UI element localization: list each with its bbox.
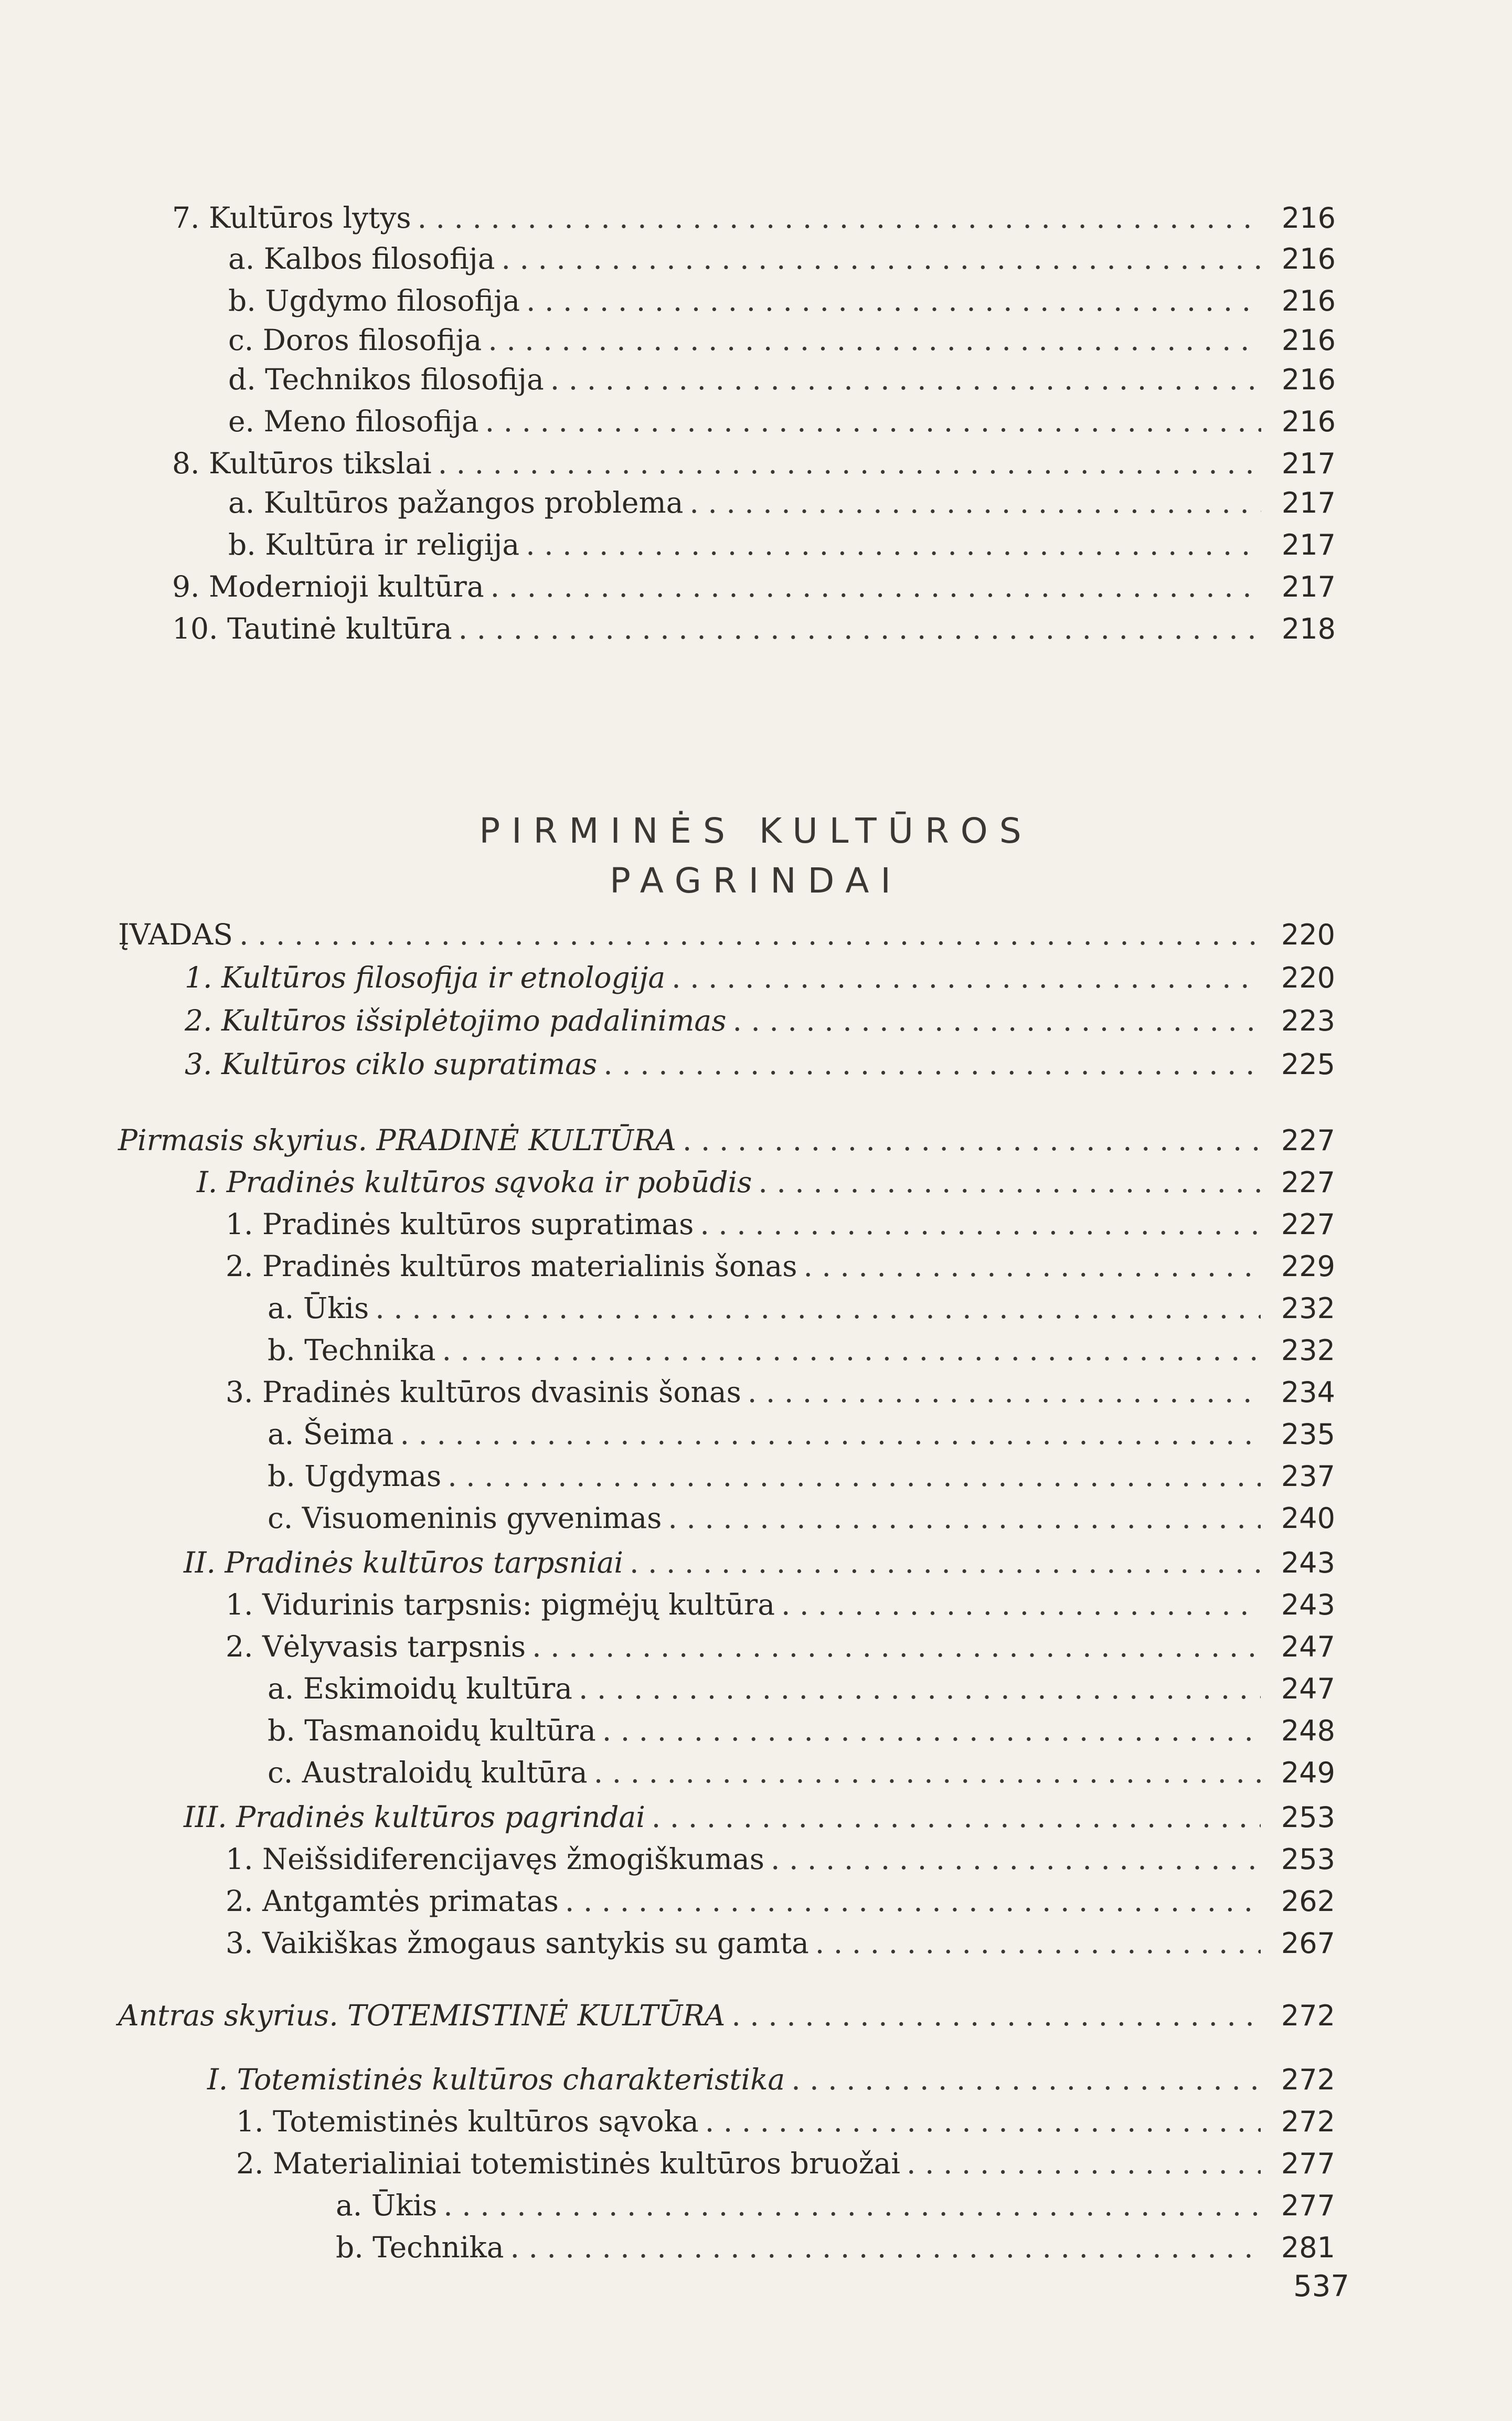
toc-entry-label: a. Ūkis — [268, 1291, 369, 1325]
toc-entry-page: 277 — [1281, 2147, 1335, 2180]
toc-entry — [226, 1926, 1335, 1960]
toc-entry — [172, 569, 1336, 604]
toc-entry-label: 1. Pradinės kultūros supratimas — [226, 1207, 694, 1241]
toc-entry-page: 220 — [1281, 961, 1335, 994]
toc-entry — [228, 241, 1336, 276]
toc-entry-page: 216 — [1281, 405, 1336, 438]
toc-entry-label: 2. Materialiniai totemistinės kultūros bruožai — [236, 2147, 901, 2180]
toc-entry — [226, 1587, 1335, 1622]
toc-entry-page: 216 — [1281, 324, 1336, 357]
toc-entry — [172, 611, 1336, 646]
toc-chapter-heading — [118, 1998, 1335, 2033]
toc-entry-label: I. Totemistinės kultūros charakteristika — [207, 2063, 785, 2096]
toc-entry-page: 216 — [1281, 284, 1336, 317]
toc-entry-page: 248 — [1281, 1714, 1335, 1747]
toc-entry-label: 2. Vėlyvasis tarpsnis — [226, 1630, 526, 1663]
toc-entry-label: 1. Vidurinis tarpsnis: pigmėjų kultūra — [226, 1588, 775, 1621]
toc-entry-label: c. Doros filosofija — [228, 323, 482, 357]
toc-entry-label: b. Technika — [268, 1333, 436, 1367]
toc-entry — [185, 1047, 1335, 1081]
toc-entry-label: a. Šeima — [268, 1417, 394, 1451]
toc-entry-page: 229 — [1281, 1250, 1335, 1283]
toc-entry — [268, 1459, 1335, 1493]
toc-entry-page: 217 — [1281, 528, 1336, 561]
toc-entry-label: a. Kalbos filosofija — [228, 242, 495, 275]
toc-entry — [185, 960, 1335, 995]
toc-entry — [228, 362, 1336, 397]
toc-entry — [268, 1755, 1335, 1790]
toc-entry-label: 8. Kultūros tikslai — [172, 447, 432, 480]
toc-entry — [207, 2062, 1335, 2097]
toc-entry-page: 217 — [1281, 570, 1336, 603]
toc-entry-label: b. Ugdymas — [268, 1459, 442, 1493]
toc-entry-label: b. Ugdymo filosofija — [228, 284, 520, 317]
page-number: 537 — [1293, 2269, 1349, 2303]
toc-entry-page: 217 — [1281, 447, 1336, 480]
toc-entry-label: 2. Kultūros išsiplėtojimo padalinimas — [185, 1004, 727, 1037]
toc-entry-page: 223 — [1281, 1004, 1335, 1037]
toc-entry-page: 247 — [1281, 1630, 1335, 1663]
toc-entry-label: a. Ūkis — [336, 2189, 438, 2222]
toc-entry-label: 2. Pradinės kultūros materialinis šonas — [226, 1249, 797, 1283]
toc-entry — [268, 1713, 1335, 1748]
toc-entry — [228, 527, 1336, 562]
toc-entry — [268, 1417, 1335, 1451]
toc-entry — [228, 283, 1336, 318]
toc-entry-label: Pirmasis skyrius. PRADINĖ KULTŪRA — [118, 1123, 676, 1157]
toc-entry-label: 2. Antgamtės primatas — [226, 1884, 559, 1918]
toc-entry-label: d. Technikos filosofija — [228, 363, 544, 396]
toc-entry-label: II. Pradinės kultūros tarpsniai — [184, 1546, 623, 1579]
toc-entry-label: a. Kultūros pažangos problema — [228, 486, 684, 519]
toc-entry-label: c. Visuomeninis gyvenimas — [268, 1501, 662, 1535]
toc-entry — [236, 2146, 1335, 2181]
toc-entry-page: 232 — [1281, 1334, 1335, 1367]
toc-entry-page: 249 — [1281, 1756, 1335, 1789]
toc-entry-page: 235 — [1281, 1418, 1335, 1451]
toc-entry — [336, 2188, 1335, 2223]
toc-entry-label: III. Pradinės kultūros pagrindai — [184, 1800, 645, 1834]
toc-entry-page: 240 — [1281, 1502, 1335, 1535]
toc-entry-page: 272 — [1281, 2105, 1335, 2138]
toc-entry-page: 243 — [1281, 1588, 1335, 1621]
toc-entry — [185, 1003, 1335, 1038]
toc-entry-page: 227 — [1281, 1166, 1335, 1199]
toc-entry — [172, 446, 1336, 481]
toc-entry-label: b. Tasmanoidų kultūra — [268, 1714, 596, 1747]
toc-chapter-heading — [118, 1123, 1335, 1158]
toc-entry-label: 9. Modernioji kultūra — [172, 570, 484, 603]
toc-entry — [226, 1629, 1335, 1664]
toc-entry-page: 272 — [1281, 2063, 1335, 2096]
toc-entry — [336, 2230, 1335, 2265]
toc-entry — [268, 1671, 1335, 1706]
toc-entry-page: 216 — [1281, 242, 1336, 275]
toc-entry-label: 10. Tautinė kultūra — [172, 612, 452, 645]
toc-entry — [268, 1291, 1335, 1325]
toc-entry-page: 262 — [1281, 1885, 1335, 1918]
toc-entry-label: 1. Totemistinės kultūros sąvoka — [236, 2105, 699, 2138]
toc-entry-page: 243 — [1281, 1546, 1335, 1579]
toc-entry — [226, 1842, 1335, 1876]
toc-entry — [236, 2104, 1335, 2139]
toc-entry-label: 7. Kultūros lytys — [172, 201, 411, 235]
toc-entry-label: 1. Kultūros filosofija ir etnologija — [185, 961, 666, 994]
toc-entry-page: 281 — [1281, 2231, 1335, 2264]
toc-entry-page: 253 — [1281, 1801, 1335, 1834]
toc-entry-page: 216 — [1281, 363, 1336, 396]
toc-entry-label: ĮVADAS — [118, 918, 233, 951]
toc-entry-page: 253 — [1281, 1843, 1335, 1876]
toc-entry — [228, 485, 1336, 520]
toc-entry-label: c. Australoidų kultūra — [268, 1756, 588, 1789]
toc-entry — [197, 1165, 1335, 1199]
toc-entry-label: 3. Kultūros ciklo supratimas — [185, 1047, 598, 1081]
toc-entry-page: 225 — [1281, 1048, 1335, 1081]
toc-entry-page: 247 — [1281, 1672, 1335, 1705]
toc-entry — [184, 1545, 1335, 1580]
toc-entry-page: 217 — [1281, 486, 1336, 519]
toc-entry — [268, 1333, 1335, 1367]
toc-entry-page: 234 — [1281, 1376, 1335, 1409]
toc-entry-label: 3. Vaikiškas žmogaus santykis su gamta — [226, 1926, 809, 1960]
toc-entry-label: Antras skyrius. TOTEMISTINĖ KULTŪRA — [118, 1999, 726, 2032]
toc-entry — [226, 1249, 1335, 1283]
toc-entry — [226, 1375, 1335, 1409]
toc-entry-label: b. Kultūra ir religija — [228, 528, 520, 561]
toc-entry-label: b. Technika — [336, 2231, 504, 2264]
toc-entry-page: 277 — [1281, 2189, 1335, 2222]
toc-entry-page: 237 — [1281, 1460, 1335, 1493]
toc-entry-page: 216 — [1281, 201, 1336, 235]
toc-entry-page: 218 — [1281, 612, 1336, 645]
toc-entry-label: 3. Pradinės kultūros dvasinis šonas — [226, 1375, 741, 1409]
toc-entry-page: 232 — [1281, 1292, 1335, 1325]
toc-entry-label: a. Eskimoidų kultūra — [268, 1672, 572, 1705]
toc-entry — [228, 323, 1336, 357]
toc-entry-page: 220 — [1281, 918, 1335, 951]
toc-entry — [184, 1800, 1335, 1834]
toc-entry — [226, 1207, 1335, 1241]
section-title-line-1: PIRMINĖS KULTŪROS — [479, 811, 1033, 851]
toc-entry-page: 227 — [1281, 1124, 1335, 1157]
toc-entry-label: I. Pradinės kultūros sąvoka ir pobūdis — [197, 1165, 752, 1199]
toc-entry-page: 272 — [1281, 1999, 1335, 2032]
toc-entry-page: 267 — [1281, 1927, 1335, 1960]
toc-entry-label: e. Meno filosofija — [228, 405, 479, 438]
toc-entry — [226, 1884, 1335, 1918]
toc-entry — [228, 404, 1336, 439]
toc-entry — [268, 1501, 1335, 1535]
toc-entry-page: 227 — [1281, 1208, 1335, 1241]
toc-entry — [172, 200, 1336, 235]
section-title-line-2: PAGRINDAI — [610, 861, 902, 901]
toc-entry — [118, 917, 1335, 952]
toc-entry-label: 1. Neišsidiferencijavęs žmogiškumas — [226, 1842, 764, 1876]
